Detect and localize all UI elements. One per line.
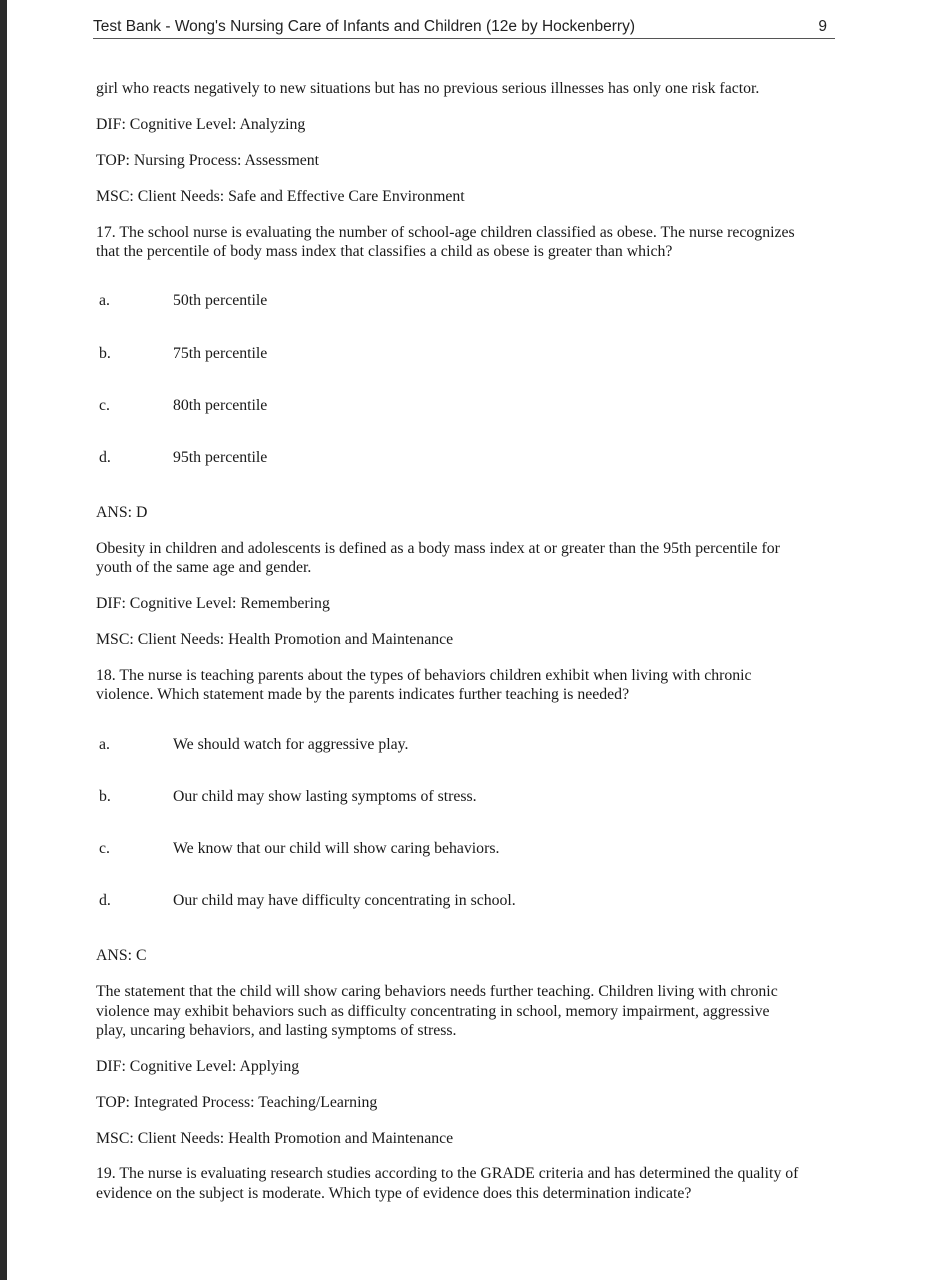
q18-answer: ANS: C xyxy=(96,947,147,964)
carryover-msc: MSC: Client Needs: Safe and Effective Care Environment xyxy=(96,188,465,205)
q18-option-b-letter: b. xyxy=(99,788,111,805)
carryover-rationale: girl who reacts negatively to new situations but has no previous serious illnesses has only one risk factor. xyxy=(96,80,760,97)
q18-top: TOP: Integrated Process: Teaching/Learning xyxy=(96,1094,378,1111)
q18-option-a-text: We should watch for aggressive play. xyxy=(173,736,409,753)
q18-stem-line1: 18. The nurse is teaching parents about the types of behaviors children exhibit when living with chronic xyxy=(96,667,752,684)
header-title: Test Bank - Wong's Nursing Care of Infants and Children (12e by Hockenberry) xyxy=(93,18,635,35)
q17-stem-line2: that the percentile of body mass index that classifies a child as obese is greater than which? xyxy=(96,243,673,260)
q18-option-d-letter: d. xyxy=(99,892,111,909)
q17-rationale-line2: youth of the same age and gender. xyxy=(96,559,312,576)
q17-option-d-text: 95th percentile xyxy=(173,449,268,466)
q18-option-c-letter: c. xyxy=(99,840,110,857)
q17-dif: DIF: Cognitive Level: Remembering xyxy=(96,595,330,612)
page-edge-shadow xyxy=(0,0,7,1280)
q18-option-a-letter: a. xyxy=(99,736,110,753)
q19-stem-line2: evidence on the subject is moderate. Which type of evidence does this determination indicate? xyxy=(96,1185,692,1202)
q17-rationale-line1: Obesity in children and adolescents is defined as a body mass index at or greater than the 95th percentile for xyxy=(96,540,780,557)
q17-option-d-letter: d. xyxy=(99,449,111,466)
q18-msc: MSC: Client Needs: Health Promotion and Maintenance xyxy=(96,1130,454,1147)
q17-option-b-letter: b. xyxy=(99,345,111,362)
q17-option-c-text: 80th percentile xyxy=(173,397,268,414)
q18-rationale-line1: The statement that the child will show caring behaviors needs further teaching. Children living with chronic xyxy=(96,983,778,1000)
page-header xyxy=(93,18,835,39)
q17-option-b-text: 75th percentile xyxy=(173,345,268,362)
q18-option-c-text: We know that our child will show caring behaviors. xyxy=(173,840,500,857)
q17-msc: MSC: Client Needs: Health Promotion and Maintenance xyxy=(96,631,454,648)
q18-rationale-line2: violence may exhibit behaviors such as difficulty concentrating in school, memory impairment, aggressive xyxy=(96,1003,770,1020)
q18-option-b-text: Our child may show lasting symptoms of stress. xyxy=(173,788,477,805)
q17-stem-line1: 17. The school nurse is evaluating the number of school-age children classified as obese. The nurse recognizes xyxy=(96,224,795,241)
q18-option-d-text: Our child may have difficulty concentrating in school. xyxy=(173,892,516,909)
q17-option-a-letter: a. xyxy=(99,292,110,309)
q18-rationale-line3: play, uncaring behaviors, and lasting symptoms of stress. xyxy=(96,1022,457,1039)
q18-dif: DIF: Cognitive Level: Applying xyxy=(96,1058,300,1075)
q17-option-c-letter: c. xyxy=(99,397,110,414)
q17-option-a-text: 50th percentile xyxy=(173,292,268,309)
q18-stem-line2: violence. Which statement made by the parents indicates further teaching is needed? xyxy=(96,686,630,703)
q17-answer: ANS: D xyxy=(96,504,148,521)
carryover-dif: DIF: Cognitive Level: Analyzing xyxy=(96,116,306,133)
carryover-top: TOP: Nursing Process: Assessment xyxy=(96,152,320,169)
page-number: 9 xyxy=(818,18,827,35)
q19-stem-line1: 19. The nurse is evaluating research studies according to the GRADE criteria and has determined the quality of xyxy=(96,1165,799,1182)
